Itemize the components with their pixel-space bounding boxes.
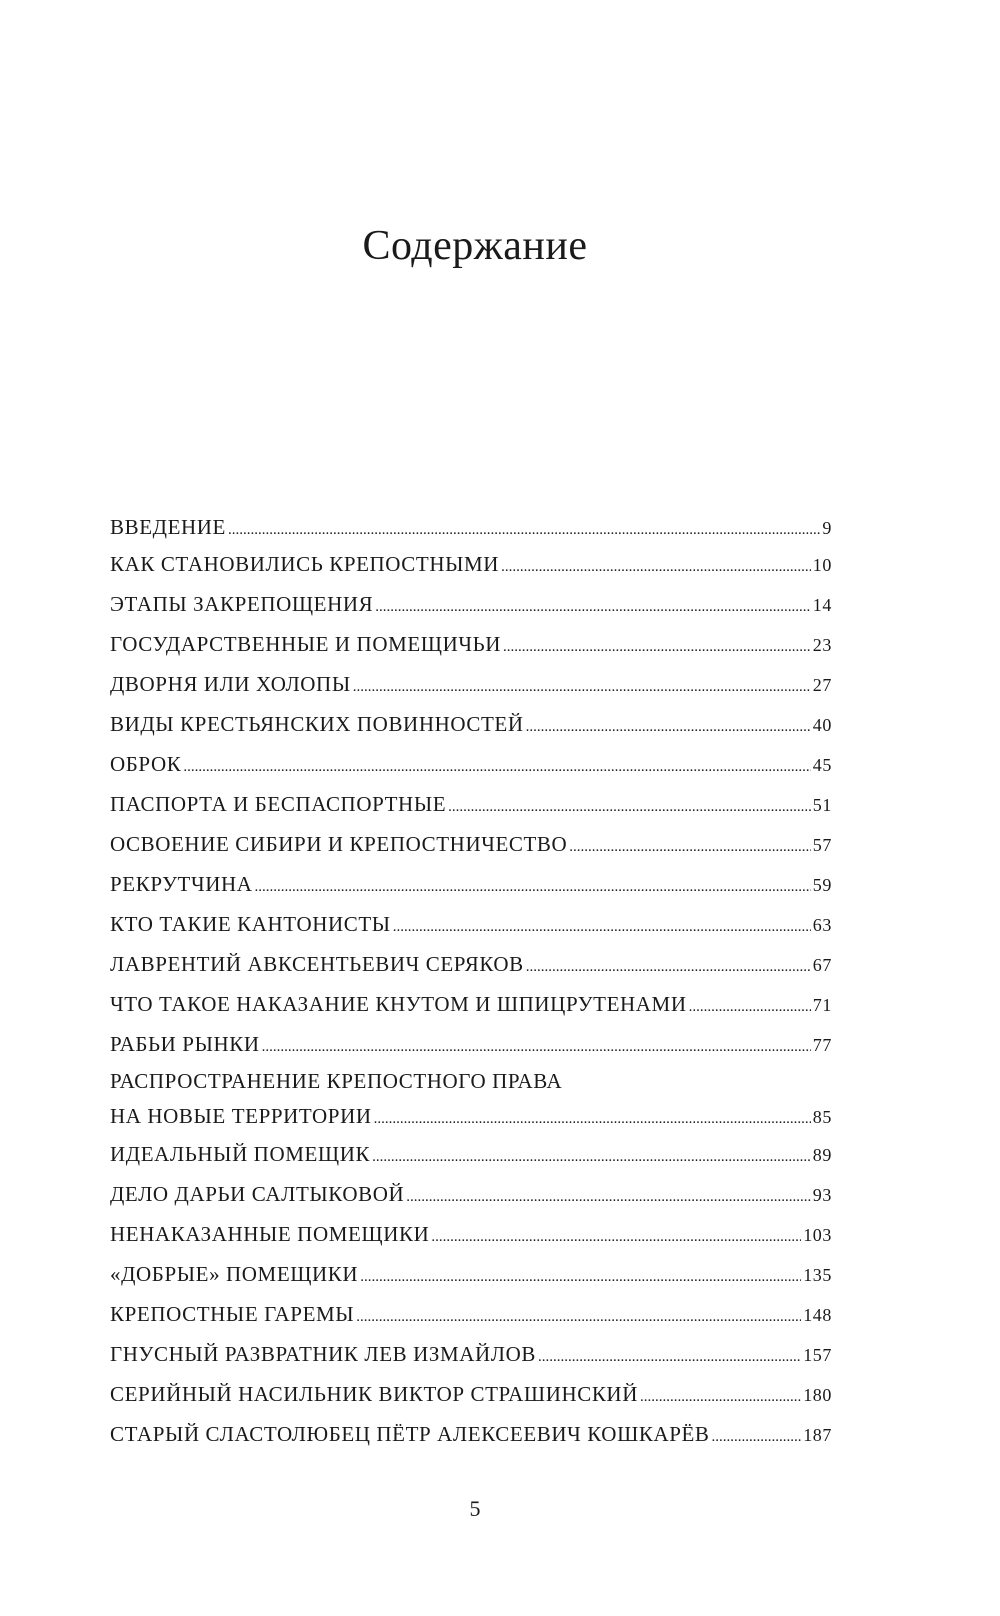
toc-entry-title: ВИДЫ КРЕСТЬЯНСКИХ ПОВИННОСТЕЙ xyxy=(110,712,524,736)
toc-entry-page: 59 xyxy=(812,875,832,895)
toc-entry-title: СТАРЫЙ СЛАСТОЛЮБЕЦ ПЁТР АЛЕКСЕЕВИЧ КОШКАРЁВ xyxy=(110,1422,710,1446)
toc-leader-dots xyxy=(431,1217,801,1257)
toc-entry-title: ОСВОЕНИЕ СИБИРИ И КРЕПОСТНИЧЕСТВО xyxy=(110,832,568,856)
toc-entry-title: РАБЬИ РЫНКИ xyxy=(110,1032,260,1056)
toc-entry-title: ВВЕДЕНИЕ xyxy=(110,515,226,539)
toc-entry xyxy=(110,904,832,944)
toc-entry xyxy=(110,1174,832,1214)
toc-entry xyxy=(110,1064,832,1134)
toc-leader-dots xyxy=(372,1137,811,1177)
page-title: Содержание xyxy=(362,223,588,269)
toc-entry-title: ГНУСНЫЙ РАЗВРАТНИК ЛЕВ ИЗМАЙЛОВ xyxy=(110,1342,536,1366)
toc-entry-page: 135 xyxy=(803,1265,832,1285)
toc-leader-dots xyxy=(503,627,811,667)
toc-entry-page: 10 xyxy=(812,555,832,575)
toc-leader-dots xyxy=(448,787,811,827)
toc-leader-dots xyxy=(353,667,811,707)
toc-entry xyxy=(110,544,832,584)
toc-entry-page: 67 xyxy=(812,955,832,975)
toc-entry xyxy=(110,1294,832,1334)
toc-entry xyxy=(110,864,832,904)
page-number: 5 xyxy=(469,1496,481,1521)
toc-entry-title: ИДЕАЛЬНЫЙ ПОМЕЩИК xyxy=(110,1142,371,1166)
toc-entry-page: 40 xyxy=(812,715,832,735)
toc-entry-page: 71 xyxy=(812,995,832,1015)
toc-entry xyxy=(110,1254,832,1294)
toc-entry-title: РЕКРУТЧИНА xyxy=(110,872,253,896)
table-of-contents xyxy=(110,510,832,1454)
toc-leader-dots xyxy=(374,1101,811,1137)
toc-entry-page: 187 xyxy=(803,1425,832,1445)
toc-entry xyxy=(110,1334,832,1374)
toc-entry-title: ЭТАПЫ ЗАКРЕПОЩЕНИЯ xyxy=(110,592,374,616)
toc-leader-dots xyxy=(356,1297,801,1337)
toc-entry-title: ДВОРНЯ ИЛИ ХОЛОПЫ xyxy=(110,672,351,696)
toc-entry-page: 23 xyxy=(812,635,832,655)
toc-entry-title: КРЕПОСТНЫЕ ГАРЕМЫ xyxy=(110,1302,355,1326)
toc-entry-title: ПАСПОРТА И БЕСПАСПОРТНЫЕ xyxy=(110,792,447,816)
toc-entry-title: НЕНАКАЗАННЫЕ ПОМЕЩИКИ xyxy=(110,1222,430,1246)
toc-entry-page: 57 xyxy=(812,835,832,855)
toc-leader-dots xyxy=(538,1337,801,1377)
toc-leader-dots xyxy=(406,1177,811,1217)
toc-entry-title: СЕРИЙНЫЙ НАСИЛЬНИК ВИКТОР СТРАШИНСКИЙ xyxy=(110,1382,638,1406)
toc-entry xyxy=(110,664,832,704)
toc-entry-page: 85 xyxy=(812,1107,832,1127)
toc-entry-page: 93 xyxy=(812,1185,832,1205)
toc-leader-dots xyxy=(183,747,810,787)
toc-entry xyxy=(110,744,832,784)
toc-leader-dots xyxy=(501,547,811,587)
toc-leader-dots xyxy=(569,827,811,867)
toc-entry-title: ГОСУДАРСТВЕННЫЕ И ПОМЕЩИЧЬИ xyxy=(110,632,502,656)
toc-entry-page: 148 xyxy=(803,1305,832,1325)
toc-entry-page: 77 xyxy=(812,1035,832,1055)
toc-entry-title: РАСПРОСТРАНЕНИЕ КРЕПОСТНОГО ПРАВА xyxy=(110,1069,563,1093)
toc-entry-title: ЧТО ТАКОЕ НАКАЗАНИЕ КНУТОМ И ШПИЦРУТЕНАМИ xyxy=(110,992,687,1016)
toc-leader-dots xyxy=(375,587,811,627)
toc-entry-page: 51 xyxy=(812,795,832,815)
toc-leader-dots xyxy=(360,1257,801,1297)
toc-entry-page: 157 xyxy=(803,1345,832,1365)
toc-entry-title: ЛАВРЕНТИЙ АВКСЕНТЬЕВИЧ СЕРЯКОВ xyxy=(110,952,524,976)
toc-leader-dots xyxy=(393,907,811,947)
toc-leader-dots xyxy=(526,707,811,747)
toc-entry xyxy=(110,824,832,864)
toc-entry xyxy=(110,510,832,544)
toc-entry xyxy=(110,704,832,744)
toc-leader-dots xyxy=(526,947,811,987)
toc-leader-dots xyxy=(689,987,811,1027)
toc-leader-dots xyxy=(255,867,811,907)
toc-entry-title: ДЕЛО ДАРЬИ САЛТЫКОВОЙ xyxy=(110,1182,405,1206)
toc-entry-page: 103 xyxy=(803,1225,832,1245)
toc-entry xyxy=(110,944,832,984)
toc-entry xyxy=(110,584,832,624)
toc-entry-title: КАК СТАНОВИЛИСЬ КРЕПОСТНЫМИ xyxy=(110,552,500,576)
toc-entry-page: 27 xyxy=(812,675,832,695)
toc-entry-page: 45 xyxy=(812,755,832,775)
toc-entry xyxy=(110,784,832,824)
toc-entry xyxy=(110,1374,832,1414)
toc-entry-page: 89 xyxy=(812,1145,832,1165)
toc-entry xyxy=(110,1134,832,1174)
toc-leader-dots xyxy=(228,513,820,547)
toc-entry-page: 63 xyxy=(812,915,832,935)
toc-leader-dots xyxy=(640,1377,801,1417)
toc-entry xyxy=(110,1024,832,1064)
toc-entry-page: 14 xyxy=(812,595,832,615)
toc-leader-dots xyxy=(262,1027,811,1067)
toc-entry xyxy=(110,984,832,1024)
toc-entry-title: КТО ТАКИЕ КАНТОНИСТЫ xyxy=(110,912,391,936)
toc-entry xyxy=(110,1414,832,1454)
toc-entry xyxy=(110,1214,832,1254)
toc-entry-title: ОБРОК xyxy=(110,752,182,776)
toc-entry-page: 180 xyxy=(803,1385,832,1405)
toc-leader-dots xyxy=(712,1417,802,1457)
toc-entry-title: «ДОБРЫЕ» ПОМЕЩИКИ xyxy=(110,1262,359,1286)
toc-entry-title-continued: НА НОВЫЕ ТЕРРИТОРИИ xyxy=(110,1104,372,1128)
toc-entry xyxy=(110,624,832,664)
toc-entry-page: 9 xyxy=(822,518,832,538)
